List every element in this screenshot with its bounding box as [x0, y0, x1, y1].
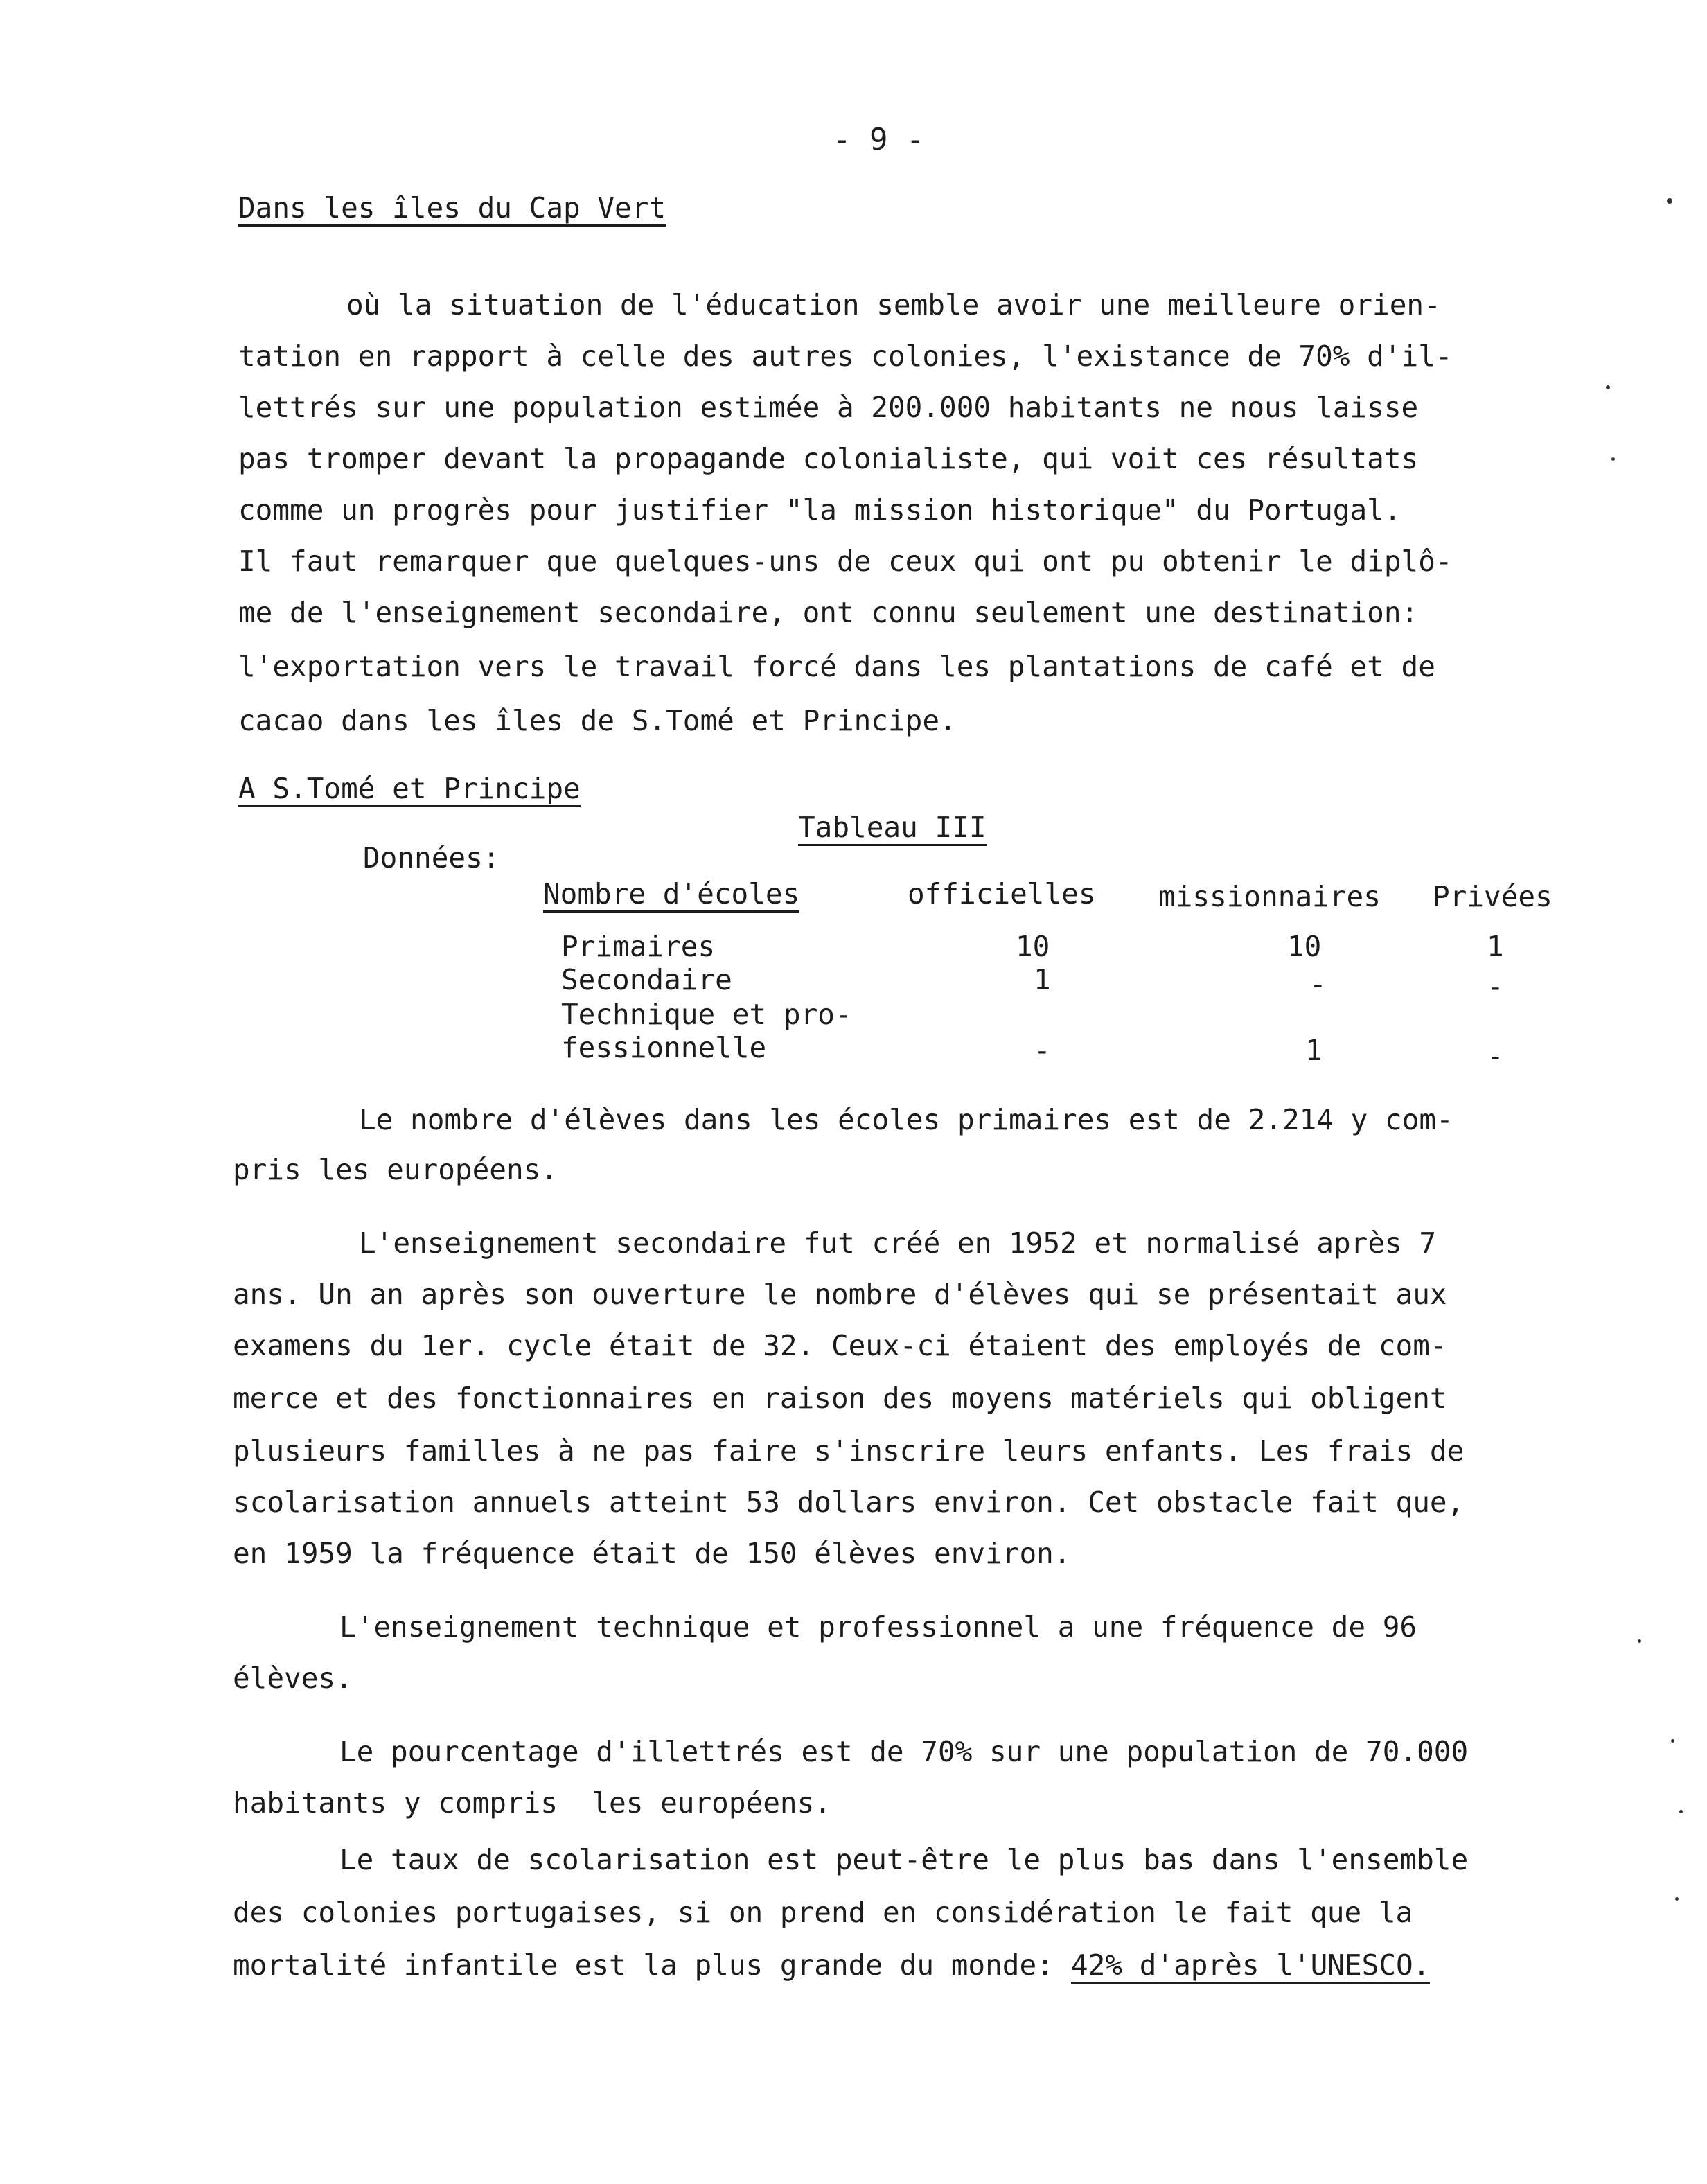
- row-label: Secondaire: [561, 963, 732, 996]
- text-line: pas tromper devant la propagande colonialiste, qui voit ces résultats: [238, 442, 1419, 475]
- text-line: en 1959 la fréquence était de 150 élèves environ.: [233, 1537, 1071, 1570]
- text-line: habitants y compris les européens.: [233, 1786, 831, 1820]
- scan-speck: [1675, 1897, 1679, 1901]
- text-line: Le taux de scolarisation est peut-être le plus bas dans l'ensemble: [339, 1843, 1469, 1876]
- scan-speck: [1679, 1810, 1683, 1813]
- text-line: plusieurs familles à ne pas faire s'inscrire leurs enfants. Les frais de: [233, 1434, 1465, 1468]
- table-cell: 10: [1287, 930, 1322, 963]
- text-line: l'exportation vers le travail forcé dans les plantations de café et de: [238, 650, 1435, 683]
- table-cell: 1: [1034, 963, 1051, 996]
- text-line: examens du 1er. cycle était de 32. Ceux-ci étaient des employés de com-: [233, 1329, 1447, 1362]
- column-header: Privées: [1433, 880, 1553, 913]
- row-label: Technique et pro-: [561, 998, 852, 1031]
- text-line: où la situation de l'éducation semble avoir une meilleure orien-: [346, 288, 1441, 322]
- table-cell: 1: [1487, 930, 1504, 963]
- section-heading-st-tome: A S.Tomé et Principe: [238, 775, 581, 807]
- table-cell: 1: [1305, 1034, 1323, 1067]
- column-header: officielles: [908, 877, 1096, 910]
- text-line: pris les européens.: [233, 1153, 558, 1186]
- text-line: comme un progrès pour justifier "la mission historique" du Portugal.: [238, 493, 1401, 527]
- scan-speck: [1638, 1639, 1641, 1643]
- text-line: Le pourcentage d'illettrés est de 70% sur une population de 70.000: [339, 1735, 1469, 1768]
- text-line: lettrés sur une population estimée à 200.000 habitants ne nous laisse: [238, 391, 1419, 424]
- column-header: missionnaires: [1158, 880, 1381, 913]
- table-header-label: Nombre d'écoles: [543, 880, 799, 913]
- text-line: me de l'enseignement secondaire, ont connu seulement une destination:: [238, 596, 1419, 629]
- scan-speck: [1667, 198, 1672, 204]
- section-heading-cap-vert: Dans les îles du Cap Vert: [238, 194, 666, 227]
- scan-speck: [1671, 1739, 1674, 1743]
- row-label: fessionnelle: [561, 1031, 767, 1064]
- text-line: des colonies portugaises, si on prend en considération le fait que la: [233, 1896, 1413, 1929]
- scan-speck: [1611, 457, 1615, 461]
- text-line: ans. Un an après son ouverture le nombre d'élèves qui se présentait aux: [233, 1278, 1447, 1311]
- table-data-label: Données:: [363, 841, 500, 874]
- emphasis-unesco: 42% d'après l'UNESCO.: [1071, 1951, 1430, 1984]
- table-cell: 10: [1016, 930, 1050, 963]
- text-line: L'enseignement secondaire fut créé en 1952 et normalisé après 7: [359, 1226, 1437, 1260]
- text-line: Il faut remarquer que quelques-uns de ceux qui ont pu obtenir le diplô-: [238, 545, 1453, 578]
- scan-speck: [1606, 385, 1610, 389]
- table-cell: -: [1487, 970, 1504, 1003]
- table-title: Tableau III: [798, 813, 987, 846]
- text-line: tation en rapport à celle des autres colonies, l'existance de 70% d'il-: [238, 340, 1453, 373]
- row-label: Primaires: [561, 930, 716, 963]
- text-line: merce et des fonctionnaires en raison des moyens matériels qui obligent: [233, 1382, 1447, 1415]
- text-line: Le nombre d'élèves dans les écoles primaires est de 2.214 y com-: [359, 1103, 1453, 1136]
- table-cell: -: [1034, 1034, 1051, 1067]
- table-cell: -: [1487, 1039, 1504, 1073]
- text-line: L'enseignement technique et professionnel a une fréquence de 96: [339, 1610, 1417, 1644]
- text-line: élèves.: [233, 1662, 353, 1695]
- page-number: - 9 -: [833, 122, 925, 157]
- text-line: cacao dans les îles de S.Tomé et Principe.: [238, 704, 957, 737]
- text-line: scolarisation annuels atteint 53 dollars environ. Cet obstacle fait que,: [233, 1486, 1465, 1519]
- table-cell: -: [1309, 967, 1327, 1001]
- text-line: mortalité infantile est la plus grande du monde:: [233, 1948, 1071, 1982]
